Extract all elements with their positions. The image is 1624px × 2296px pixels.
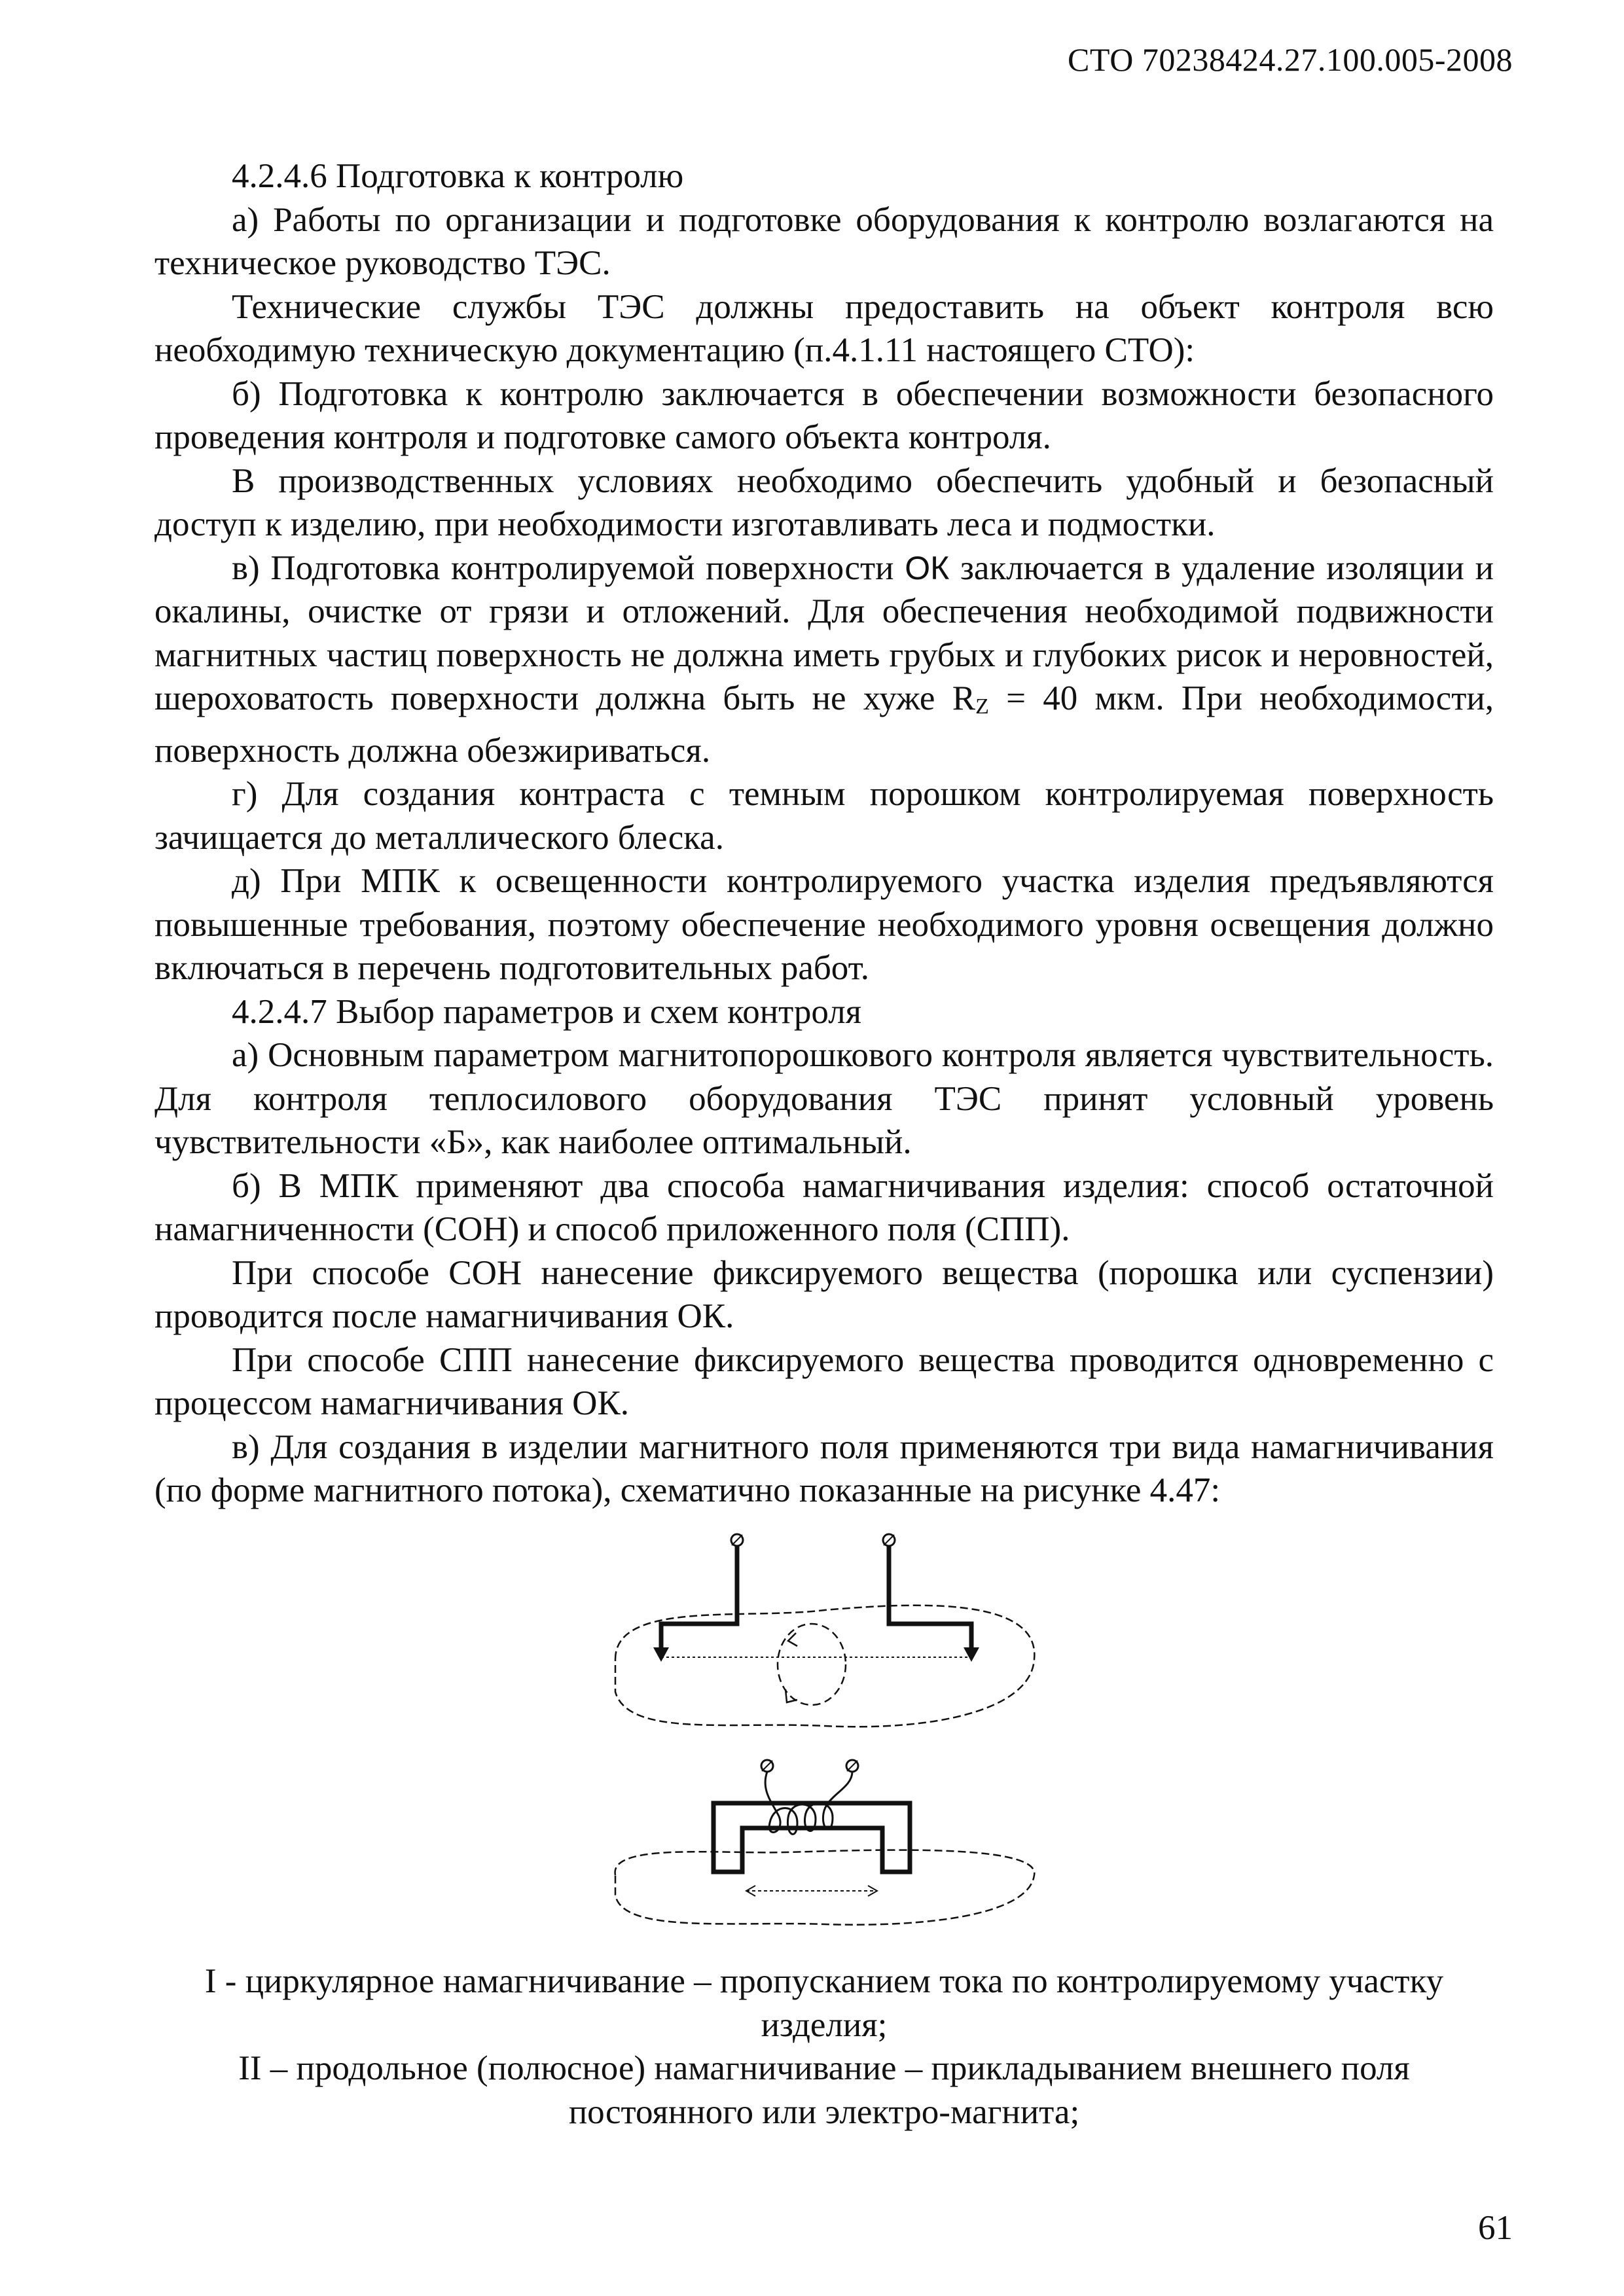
ok-abbreviation: ОК: [905, 549, 950, 586]
paragraph: г) Для создания контраста с темным порошком контролируемая поверхность зачищается до металлического блеска.: [154, 775, 1494, 857]
section-heading-4-2-4-6: 4.2.4.6 Подготовка к контролю: [232, 157, 684, 195]
paragraph: При способе СПП нанесение фиксируемого вещества проводится одновременно с процессом намагничивания ОК.: [154, 1340, 1494, 1422]
roughness-symbol: [952, 679, 989, 717]
lead-left: [661, 1547, 737, 1653]
paragraph: а) Работы по организации и подготовке оборудования к контролю возлагаются на техническое руководство ТЭС.: [154, 200, 1494, 282]
paragraph: а) Основным параметром магнитопорошкового контроля является чувствительность. Для контроля теплосилового оборудования ТЭС принят условный уровень чувствительности «Б», как наиболее оптимальный.: [154, 1036, 1494, 1161]
magnetization-diagram: [589, 1496, 1047, 1954]
document-code-header: СТО 70238424.27.100.005-2008: [1068, 41, 1513, 78]
circular-field-line: [778, 1624, 846, 1705]
longitudinal-magnetization-scheme: [615, 1760, 1035, 1925]
paragraph: в) Для создания в изделии магнитного поля применяются три вида намагничивания (по форме магнитного потока), схематично показанные на рисунке 4.47:: [154, 1427, 1494, 1509]
roughness-subscript: Z: [975, 694, 989, 719]
paragraph: б) В МПК применяют два способа намагничивания изделия: способ остаточной намагниченности (СОН) и способ приложенного поля (СПП).: [154, 1166, 1494, 1248]
paragraph: При способе СОН нанесение фиксируемого вещества (порошка или суспензии) проводится после намагничивания ОК.: [154, 1253, 1494, 1335]
field-arrow-top: [788, 1633, 797, 1646]
body-text: [154, 154, 1494, 1513]
text-span: в) Подготовка контролируемой поверхности: [232, 548, 905, 587]
paragraph: б) Подготовка к контролю заключается в обеспечении возможности безопасного проведения контроля и подготовке самого объекта контроля.: [154, 374, 1494, 456]
magnetization-figure: [589, 1496, 1047, 1954]
text-span: заключается в удаление изоляции и окалины, очистке от грязи и отложений. Для обеспечения необходимой подвижности магнитных частиц поверхность не должна иметь грубых и глубоких рисок и неровностей, шероховатость поверхности должна быть не хуже: [154, 548, 1494, 717]
figure-caption: [154, 1960, 1494, 2134]
circular-magnetization-scheme: [615, 1534, 1034, 1727]
arrowhead-left: [653, 1647, 669, 1662]
electromagnet-yoke: [713, 1803, 910, 1872]
arrowhead-right: [964, 1647, 979, 1662]
paragraph-surface-preparation: [154, 547, 1494, 773]
section-heading-4-2-4-7: 4.2.4.7 Выбор параметров и схем контроля: [232, 992, 862, 1031]
paragraph: Технические службы ТЭС должны предоставить на объект контроля всю необходимую техническую документацию (п.4.1.11 настоящего СТО):: [154, 287, 1494, 369]
object-outline-lower: [615, 1850, 1035, 1925]
roughness-letter: R: [952, 679, 976, 717]
lead-right: [889, 1547, 971, 1653]
caption-line-circular: I - циркулярное намагничивание – пропусканием тока по контролируемому участку изделия;: [204, 1962, 1444, 2044]
page-number: 61: [1478, 2209, 1513, 2247]
text-span: = 40 мкм. При необходимости, поверхность должна обезжириваться.: [154, 679, 1494, 770]
paragraph: д) При МПК к освещенности контролируемого участка изделия предъявляются повышенные требования, поэтому обеспечение необходимого уровня освещения должно включаться в перечень подготовительных работ.: [154, 862, 1494, 987]
paragraph: В производственных условиях необходимо обеспечить удобный и безопасный доступ к изделию, при необходимости изготавливать леса и подмостки.: [154, 461, 1494, 543]
caption-line-longitudinal: II – продольное (полюсное) намагничивание – прикладыванием внешнего поля постоянного или электро-магнита;: [238, 2049, 1410, 2131]
field-arrow-bottom: [785, 1689, 797, 1702]
